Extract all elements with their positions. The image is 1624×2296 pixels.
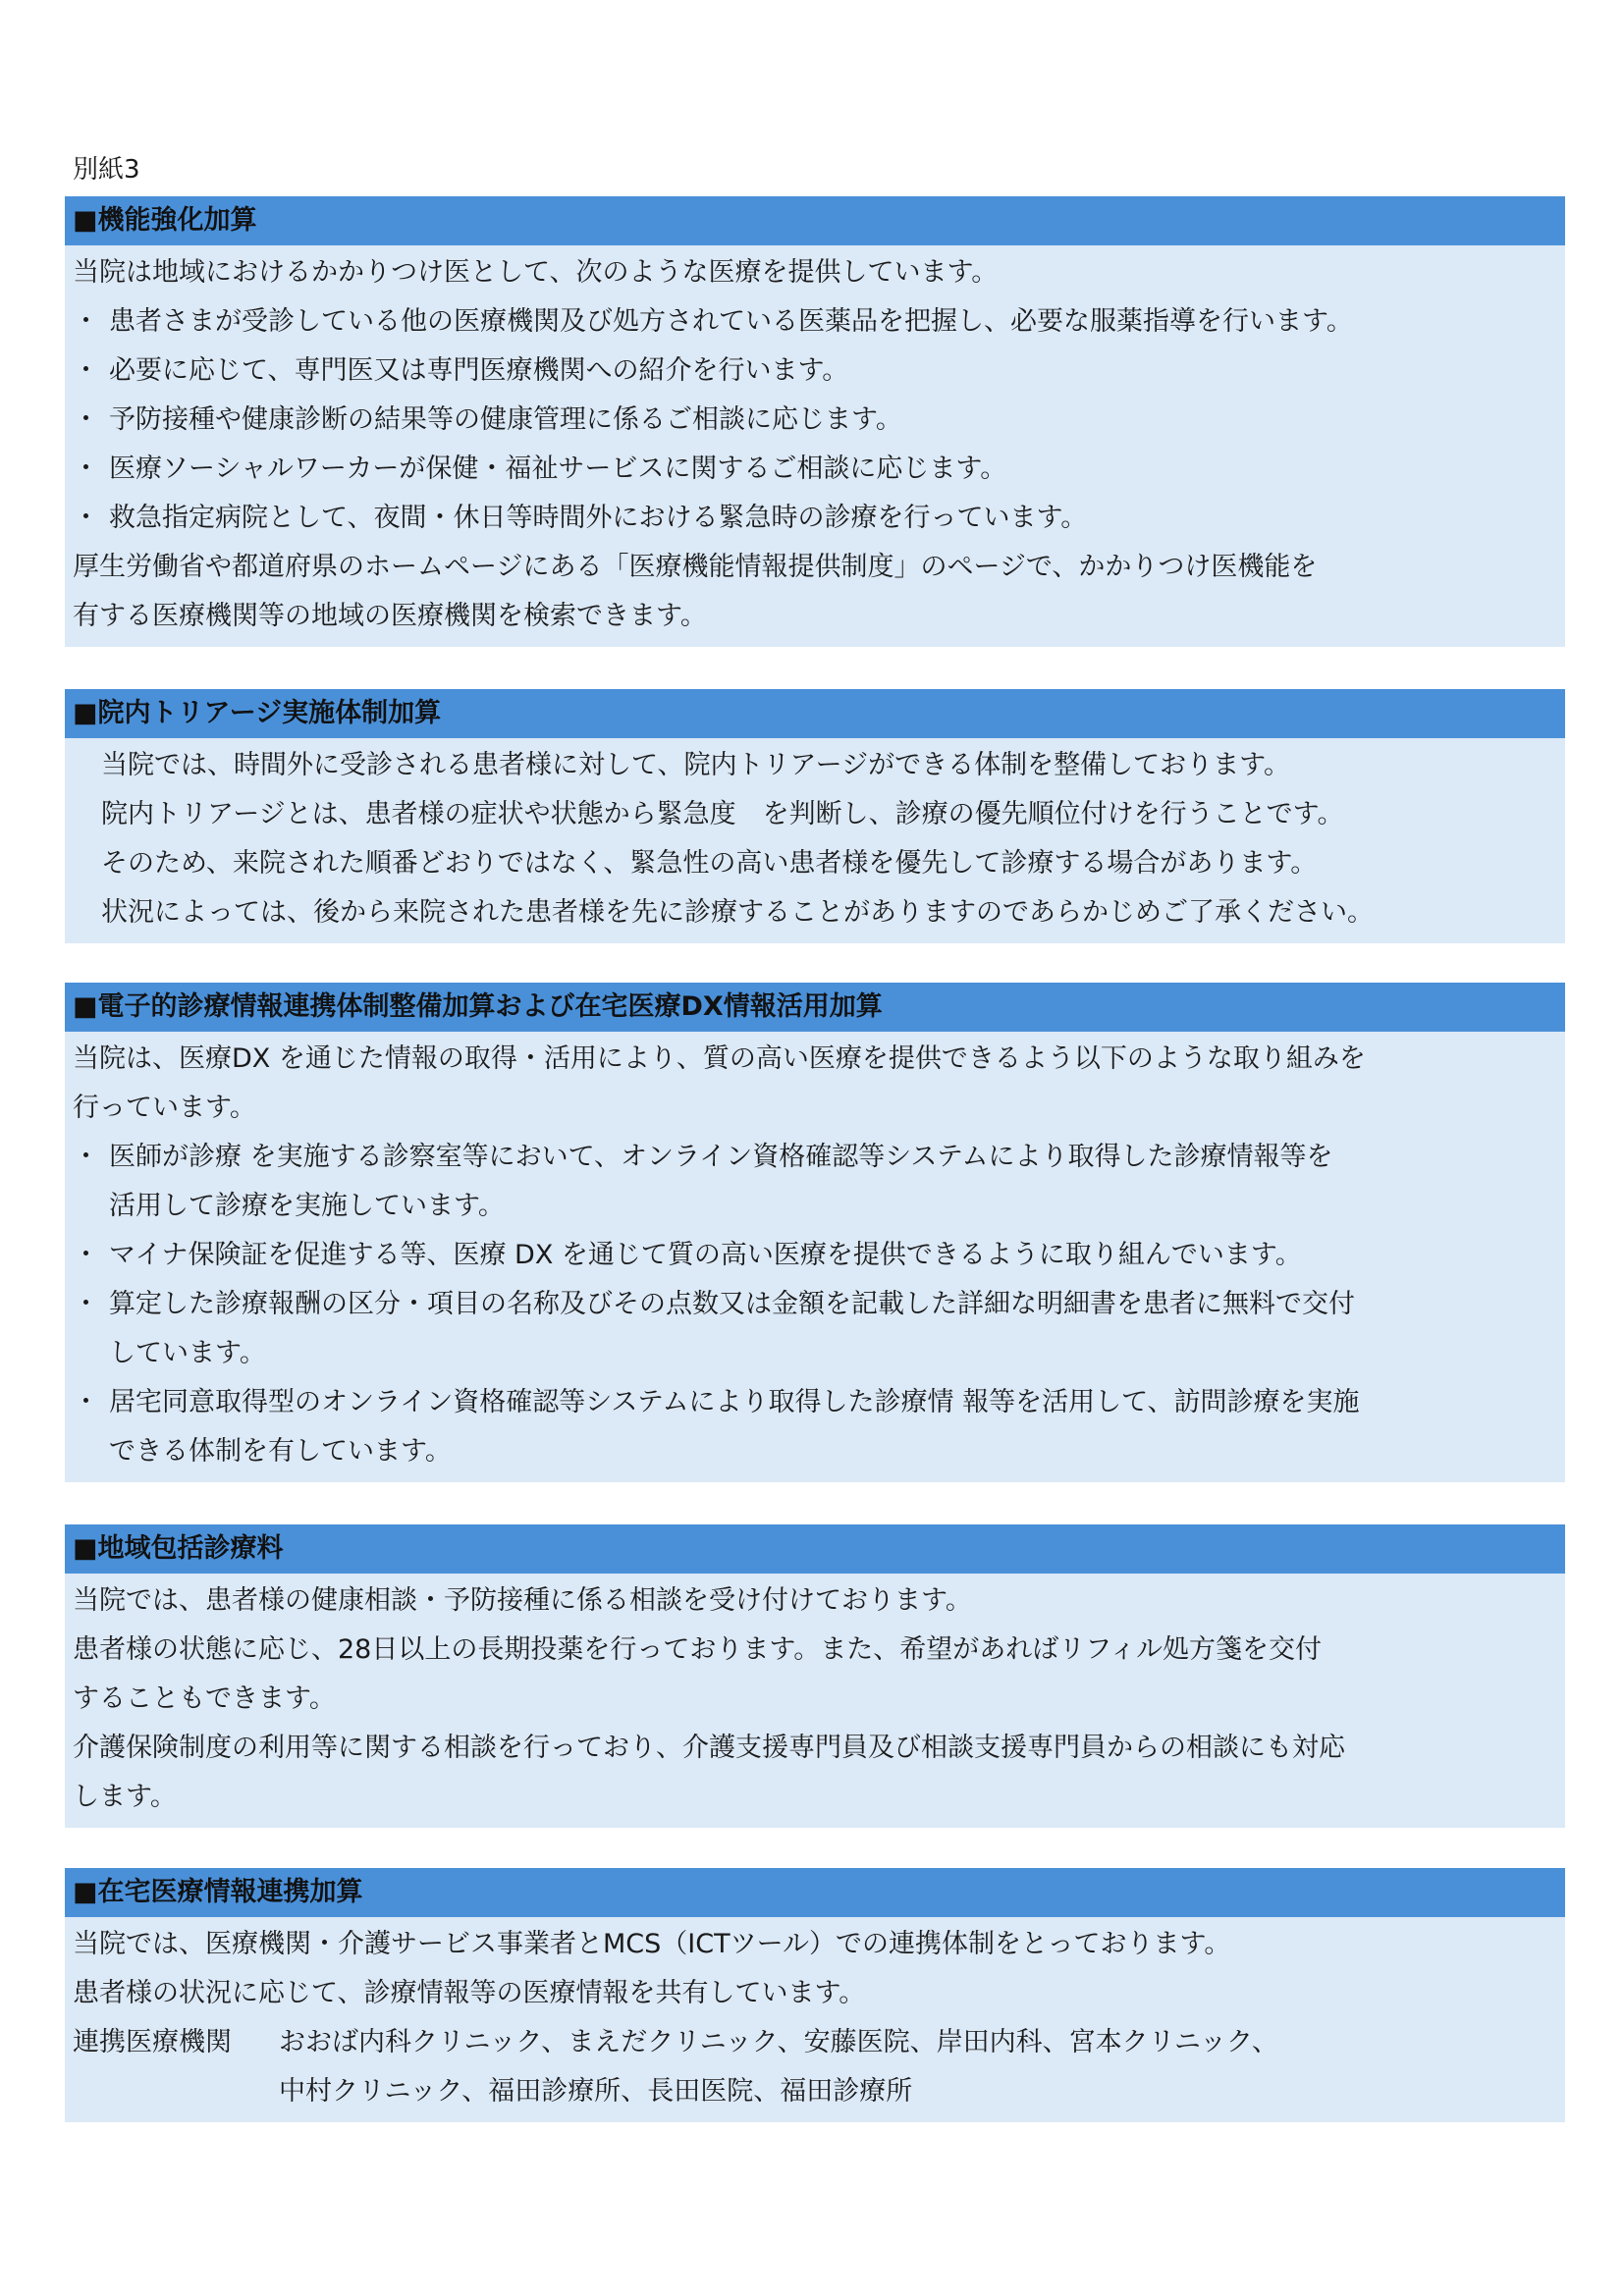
section-zaitaku-renkei [65, 1868, 1565, 2122]
list-item-text: 必要に応じて、専門医又は専門医療機関への紹介を行います。 [109, 355, 849, 386]
bullet-mark: ・ [73, 1289, 99, 1319]
bullet-mark: ・ [73, 1142, 99, 1172]
section-header: ■在宅医療情報連携加算 [65, 1868, 1565, 1917]
list-item-text: 医療ソーシャルワーカーが保健・福祉サービスに関するご相談に応じます。 [109, 454, 1007, 484]
partners-list: おおば内科クリニック、まえだクリニック、安藤医院、岸田内科、宮本クリニック、 中村クリニック、福田診療所、長田医院、福田診療所 [279, 2027, 1278, 2107]
list-item-text: マイナ保険証を促進する等、医療 DX を通じて質の高い医療を提供できるように取り組んでいます。 [109, 1240, 1302, 1270]
bullet-mark: ・ [73, 454, 99, 484]
section-kinou-kyouka [65, 196, 1565, 647]
section-chiiki-houkatsu [65, 1524, 1565, 1828]
list-item-text: 居宅同意取得型のオンライン資格確認等システムにより取得した診療情 報等を活用して、訪問診療を実施 できる体制を有しています。 [109, 1387, 1360, 1467]
section-body [65, 1574, 1565, 1828]
body-paragraph: 当院では、医療機関・介護サービス事業者とMCS（ICTツール）での連携体制をとっております。 [73, 1929, 1231, 1959]
section-header: ■電子的診療情報連携体制整備加算および在宅医療DX情報活用加算 [65, 983, 1565, 1032]
body-line: 状況によっては、後から来院された患者様を先に診療することがありますのであらかじめご了承ください。 [101, 897, 1374, 928]
body-line: そのため、来院された順番どおりではなく、緊急性の高い患者様を優先して診療する場合があります。 [101, 848, 1318, 879]
bullet-mark: ・ [73, 404, 99, 435]
intro-text: 当院は、医療DX を通じた情報の取得・活用により、質の高い医療を提供できるよう以下のような取り組みを 行っています。 [73, 1043, 1366, 1123]
intro-text: 当院は地域におけるかかりつけ医として、次のような医療を提供しています。 [73, 257, 999, 288]
partner-institutions [65, 2018, 1565, 2116]
bullet-mark: ・ [73, 503, 99, 533]
list-item [65, 1133, 1565, 1231]
body-paragraph: 患者様の状態に応じ、28日以上の長期投薬を行っております。また、希望があればリフィル処方箋を交付 することもできます。 [73, 1634, 1323, 1714]
body-paragraph: 当院では、患者様の健康相談・予防接種に係る相談を受け付けております。 [73, 1585, 972, 1616]
list-item [65, 297, 1565, 347]
list-item [65, 445, 1565, 494]
section-header: ■地域包括診療料 [65, 1524, 1565, 1574]
list-item [65, 1280, 1565, 1378]
section-body [65, 245, 1565, 647]
outro-text: 厚生労働省や都道府県のホームページにある「医療機能情報提供制度」のページで、かかりつけ医機能を 有する医療機関等の地域の医療機関を検索できます。 [73, 552, 1318, 631]
section-dx [65, 983, 1565, 1482]
bullet-mark: ・ [73, 306, 99, 337]
bullet-mark: ・ [73, 355, 99, 386]
list-item [65, 494, 1565, 543]
body-paragraph: 患者様の状況に応じて、診療情報等の医療情報を共有しています。 [73, 1978, 866, 2008]
section-header: ■機能強化加算 [65, 196, 1565, 245]
list-item-text: 医師が診療 を実施する診察室等において、オンライン資格確認等システムにより取得した診療情報等を 活用して診療を実施しています。 [109, 1142, 1333, 1221]
section-header: ■院内トリアージ実施体制加算 [65, 689, 1565, 738]
body-paragraph: 介護保険制度の利用等に関する相談を行っており、介護支援専門員及び相談支援専門員からの相談にも対応 します。 [73, 1733, 1345, 1812]
page-label: 別紙3 [73, 155, 140, 185]
list-item [65, 396, 1565, 445]
list-item-text: 救急指定病院として、夜間・休日等時間外における緊急時の診療を行っています。 [109, 503, 1088, 533]
body-line: 院内トリアージとは、患者様の症状や状態から緊急度 を判断し、診療の優先順位付けを行うことです。 [101, 799, 1344, 829]
section-triage [65, 689, 1565, 943]
section-body [65, 1917, 1565, 2122]
list-item [65, 1231, 1565, 1280]
bullet-mark: ・ [73, 1387, 99, 1417]
list-item-text: 予防接種や健康診断の結果等の健康管理に係るご相談に応じます。 [109, 404, 902, 435]
list-item-text: 患者さまが受診している他の医療機関及び処方されている医薬品を把握し、必要な服薬指導を行います。 [109, 306, 1353, 337]
list-item [65, 347, 1565, 396]
bullet-mark: ・ [73, 1240, 99, 1270]
list-item-text: 算定した診療報酬の区分・項目の名称及びその点数又は金額を記載した詳細な明細書を患者に無料で交付 しています。 [109, 1289, 1355, 1368]
section-body [65, 1032, 1565, 1482]
section-body [65, 738, 1565, 943]
list-item [65, 1378, 1565, 1476]
body-line: 当院では、時間外に受診される患者様に対して、院内トリアージができる体制を整備しております。 [101, 750, 1290, 780]
partners-label: 連携医療機関 [73, 2027, 232, 2057]
